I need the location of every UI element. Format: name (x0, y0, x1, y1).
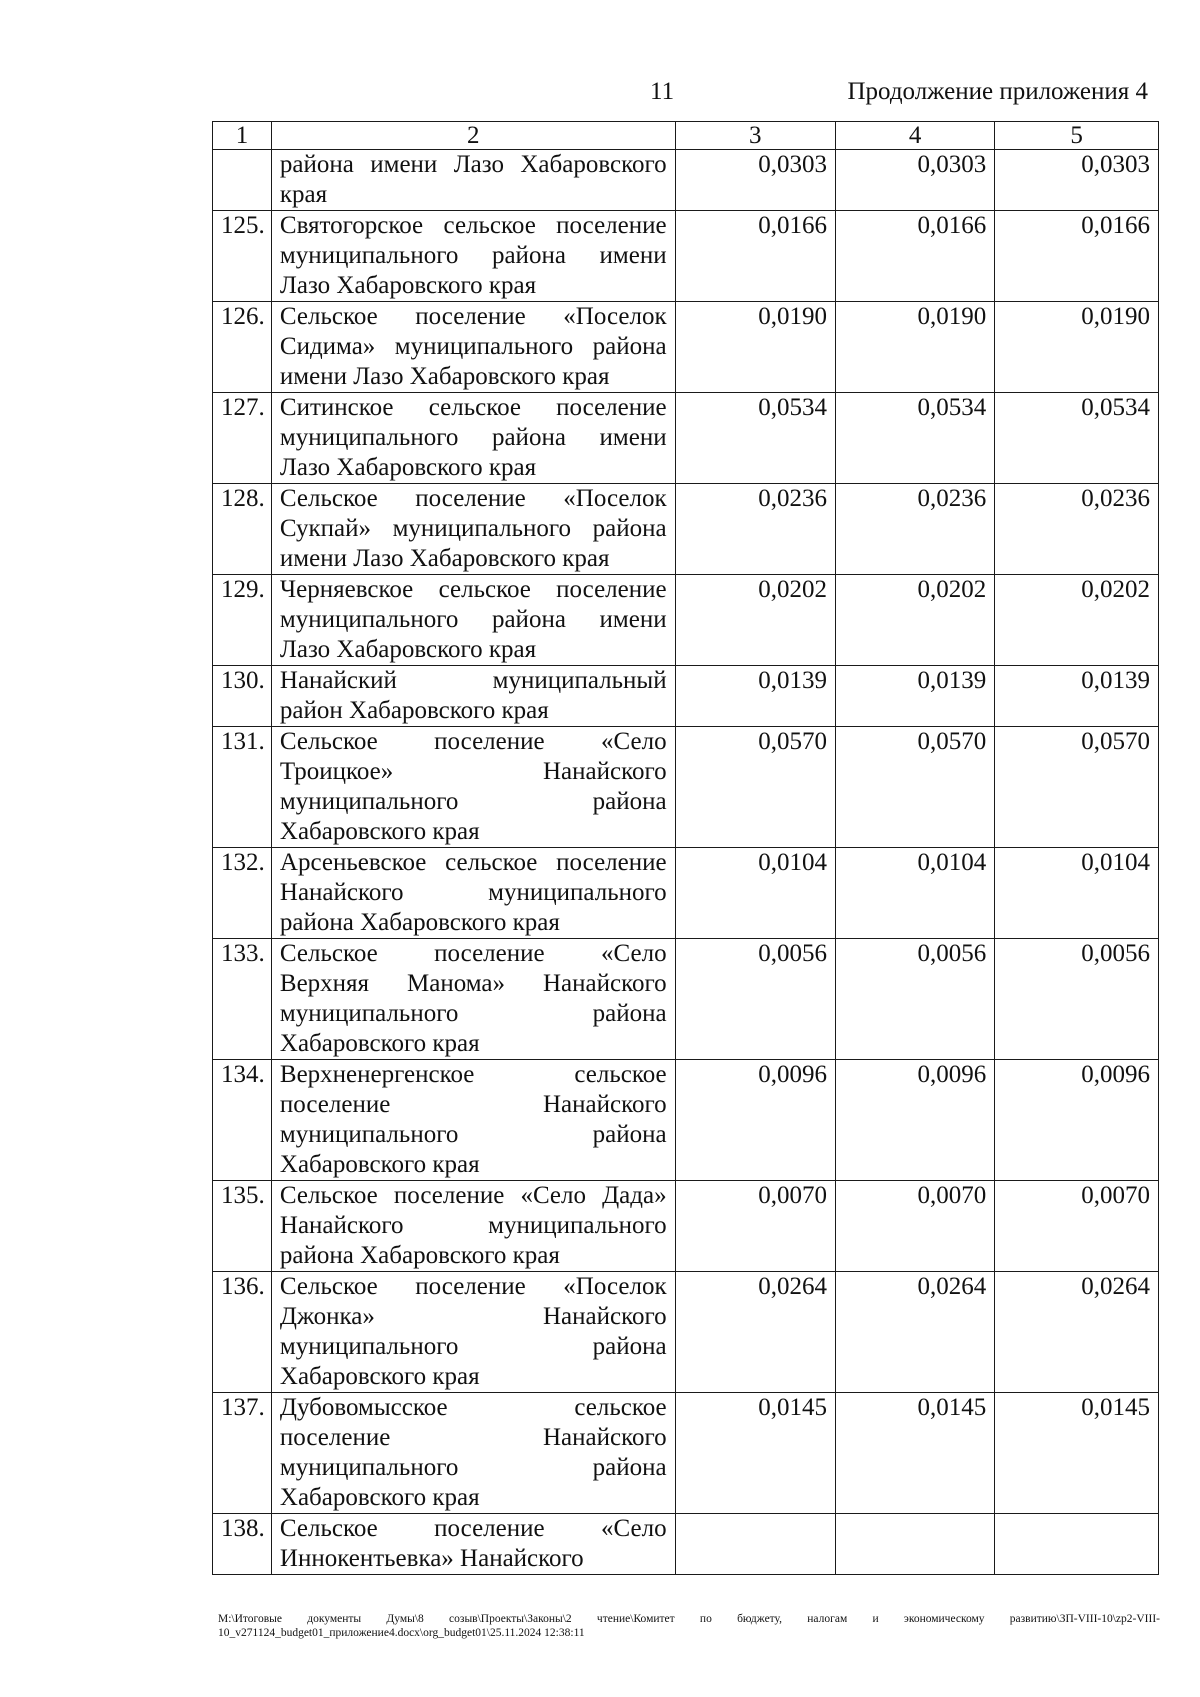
column-header-1: 1 (213, 122, 272, 150)
column-header-2: 2 (271, 122, 675, 150)
value-col-5: 0,0264 (995, 1272, 1159, 1393)
table-row (213, 393, 1159, 484)
row-number: 129. (213, 575, 272, 666)
footer-file-path: M:\Итоговые документы Думы\8 созыв\Проекты\Законы\2 чтение\Комитет по бюджету, налогам и экономическому развитию\ЗП-VIII-10\zp2-VIII-10_v271124_budget01_приложение4.docx\org_budget01\25.11.2024 12:38:11 (218, 1613, 1160, 1639)
value-col-3: 0,0139 (675, 666, 835, 727)
table-row (213, 1181, 1159, 1272)
municipality-name-line: района Хабаровского края (279, 1242, 560, 1269)
municipality-name-line: район Хабаровского края (279, 697, 549, 724)
table-row (213, 302, 1159, 393)
municipality-name-line: Сельское поселение «Село (279, 940, 667, 967)
value-col-5: 0,0139 (995, 666, 1159, 727)
row-number: 138. (213, 1514, 272, 1575)
table-row (213, 666, 1159, 727)
row-number: 131. (213, 727, 272, 848)
value-col-5: 0,0096 (995, 1060, 1159, 1181)
value-col-3: 0,0534 (675, 393, 835, 484)
municipality-name-line: Сельское поселение «Поселок (279, 303, 667, 330)
table-row (213, 1060, 1159, 1181)
value-col-3: 0,0202 (675, 575, 835, 666)
municipality-name-line: Сукпай» муниципального района (279, 515, 667, 542)
municipality-name-line: поселение Нанайского (279, 1091, 667, 1118)
value-col-3: 0,0070 (675, 1181, 835, 1272)
value-col-5 (995, 1514, 1159, 1575)
row-number: 126. (213, 302, 272, 393)
municipality-name-line: Хабаровского края (279, 1151, 480, 1178)
value-col-3: 0,0096 (675, 1060, 835, 1181)
municipality-name-line: Дубовомысское сельское (279, 1394, 667, 1421)
table-body (213, 150, 1159, 1575)
column-header-3: 3 (675, 122, 835, 150)
municipality-name (271, 1393, 675, 1514)
municipality-name-line: района имени Лазо Хабаровского (279, 151, 667, 178)
row-number: 127. (213, 393, 272, 484)
value-col-3: 0,0190 (675, 302, 835, 393)
value-col-4: 0,0303 (836, 150, 995, 211)
row-number: 135. (213, 1181, 272, 1272)
municipality-name (271, 393, 675, 484)
value-col-3: 0,0264 (675, 1272, 835, 1393)
municipality-name-line: муниципального района (279, 1000, 667, 1027)
value-col-4: 0,0104 (836, 848, 995, 939)
municipality-name-line: имени Лазо Хабаровского края (279, 545, 610, 572)
value-col-4 (836, 1514, 995, 1575)
value-col-4: 0,0070 (836, 1181, 995, 1272)
value-col-5: 0,0202 (995, 575, 1159, 666)
value-col-4: 0,0166 (836, 211, 995, 302)
value-col-4: 0,0190 (836, 302, 995, 393)
municipality-name-line: Хабаровского края (279, 1484, 480, 1511)
municipality-name (271, 939, 675, 1060)
table-row (213, 939, 1159, 1060)
municipality-name-line: Лазо Хабаровского края (279, 272, 537, 299)
municipality-name-line: Нанайского муниципального (279, 879, 667, 906)
value-col-4: 0,0236 (836, 484, 995, 575)
table-row (213, 575, 1159, 666)
value-col-5: 0,0145 (995, 1393, 1159, 1514)
value-col-5: 0,0570 (995, 727, 1159, 848)
municipality-name-line: Верхняя Манома» Нанайского (279, 970, 667, 997)
value-col-3: 0,0166 (675, 211, 835, 302)
value-col-5: 0,0166 (995, 211, 1159, 302)
value-col-3: 0,0145 (675, 1393, 835, 1514)
municipality-name-line: Сидима» муниципального района (279, 333, 667, 360)
value-col-5: 0,0070 (995, 1181, 1159, 1272)
value-col-5: 0,0056 (995, 939, 1159, 1060)
municipality-name (271, 150, 675, 211)
column-header-5: 5 (995, 122, 1159, 150)
row-number: 137. (213, 1393, 272, 1514)
municipality-name-line: Нанайский муниципальный (279, 667, 667, 694)
municipality-name-line: Арсеньевское сельское поселение (279, 849, 667, 876)
value-col-3: 0,0056 (675, 939, 835, 1060)
table-row (213, 150, 1159, 211)
municipality-name-line: Святогорское сельское поселение (279, 212, 667, 239)
value-col-4: 0,0096 (836, 1060, 995, 1181)
municipality-name-line: муниципального района (279, 1121, 667, 1148)
municipality-name-line: Лазо Хабаровского края (279, 636, 537, 663)
municipality-name-line: Троицкое» Нанайского (279, 758, 667, 785)
row-number: 133. (213, 939, 272, 1060)
table-row (213, 1272, 1159, 1393)
municipality-name-line: муниципального района (279, 788, 667, 815)
municipality-name-line: Хабаровского края (279, 1030, 480, 1057)
appendix-table (212, 121, 1159, 1575)
municipality-name (271, 1272, 675, 1393)
municipality-name (271, 727, 675, 848)
value-col-5: 0,0534 (995, 393, 1159, 484)
value-col-4: 0,0534 (836, 393, 995, 484)
table-row (213, 727, 1159, 848)
value-col-4: 0,0202 (836, 575, 995, 666)
municipality-name-line: Сельское поселение «Поселок (279, 1273, 667, 1300)
row-number: 125. (213, 211, 272, 302)
municipality-name-line: Сельское поселение «Поселок (279, 485, 667, 512)
municipality-name-line: Хабаровского края (279, 818, 480, 845)
value-col-4: 0,0570 (836, 727, 995, 848)
municipality-name (271, 575, 675, 666)
municipality-name-line: Сельское поселение «Село (279, 728, 667, 755)
table-row (213, 211, 1159, 302)
value-col-4: 0,0264 (836, 1272, 995, 1393)
municipality-name-line: муниципального района имени (279, 242, 667, 269)
municipality-name-line: муниципального района (279, 1454, 667, 1481)
municipality-name-line: края (279, 181, 328, 208)
value-col-3: 0,0570 (675, 727, 835, 848)
continuation-caption: Продолжение приложения 4 (847, 78, 1148, 105)
value-col-5: 0,0236 (995, 484, 1159, 575)
table-header-row (213, 122, 1159, 150)
row-number: 136. (213, 1272, 272, 1393)
municipality-name (271, 848, 675, 939)
value-col-4: 0,0145 (836, 1393, 995, 1514)
table-row (213, 484, 1159, 575)
municipality-name (271, 484, 675, 575)
municipality-name (271, 1514, 675, 1575)
table-row (213, 1393, 1159, 1514)
value-col-5: 0,0303 (995, 150, 1159, 211)
municipality-name-line: Нанайского муниципального (279, 1212, 667, 1239)
municipality-name-line: поселение Нанайского (279, 1424, 667, 1451)
value-col-3: 0,0236 (675, 484, 835, 575)
municipality-name-line: Иннокентьевка» Нанайского (279, 1545, 584, 1572)
municipality-name-line: Сельское поселение «Село (279, 1515, 667, 1542)
value-col-3: 0,0104 (675, 848, 835, 939)
value-col-5: 0,0190 (995, 302, 1159, 393)
municipality-name-line: имени Лазо Хабаровского края (279, 363, 610, 390)
municipality-name-line: муниципального района (279, 1333, 667, 1360)
page-number: 11 (650, 78, 675, 105)
municipality-name (271, 666, 675, 727)
municipality-name-line: Черняевское сельское поселение (279, 576, 667, 603)
municipality-name (271, 1060, 675, 1181)
municipality-name (271, 302, 675, 393)
row-number (213, 150, 272, 211)
row-number: 134. (213, 1060, 272, 1181)
value-col-4: 0,0139 (836, 666, 995, 727)
municipality-name-line: Хабаровского края (279, 1363, 480, 1390)
municipality-name (271, 211, 675, 302)
row-number: 132. (213, 848, 272, 939)
table-row (213, 848, 1159, 939)
municipality-name-line: района Хабаровского края (279, 909, 560, 936)
row-number: 128. (213, 484, 272, 575)
table-row (213, 1514, 1159, 1575)
row-number: 130. (213, 666, 272, 727)
value-col-3 (675, 1514, 835, 1575)
municipality-name (271, 1181, 675, 1272)
value-col-4: 0,0056 (836, 939, 995, 1060)
municipality-name-line: Верхненергенское сельское (279, 1061, 667, 1088)
municipality-name-line: Сельское поселение «Село Дада» (279, 1182, 667, 1209)
value-col-5: 0,0104 (995, 848, 1159, 939)
value-col-3: 0,0303 (675, 150, 835, 211)
municipality-name-line: муниципального района имени (279, 424, 667, 451)
municipality-name-line: Джонка» Нанайского (279, 1303, 667, 1330)
column-header-4: 4 (836, 122, 995, 150)
municipality-name-line: муниципального района имени (279, 606, 667, 633)
municipality-name-line: Ситинское сельское поселение (279, 394, 667, 421)
municipality-name-line: Лазо Хабаровского края (279, 454, 537, 481)
